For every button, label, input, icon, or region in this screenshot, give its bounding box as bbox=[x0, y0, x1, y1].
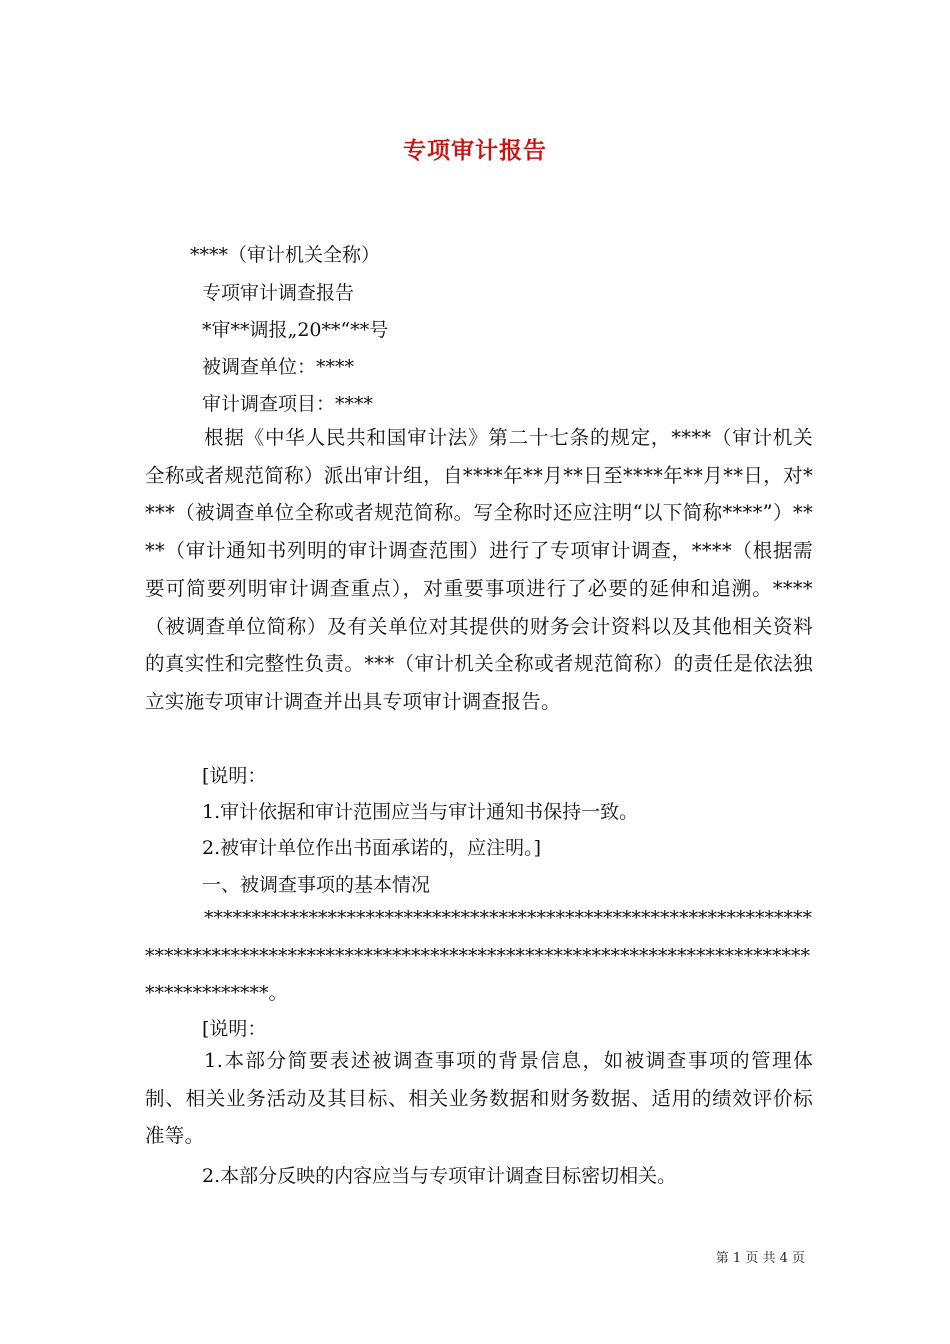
document-title: 专项审计报告 bbox=[403, 137, 547, 164]
report-type-line: 专项审计调查报告 bbox=[202, 282, 355, 304]
investigated-unit-line: 被调查单位：**** bbox=[202, 356, 355, 378]
note-2-item-1: 1.本部分简要表述被调查事项的背景信息，如被调查事项的管理体制、相关业务活动及其目标、相关业务数据和财务数据、适用的绩效评价标准等。 bbox=[145, 1049, 813, 1148]
report-number-line: *审**调报„20**“**号 bbox=[202, 319, 389, 341]
audit-project-line: 审计调查项目：**** bbox=[202, 393, 374, 415]
note-1-heading: [说明： bbox=[202, 765, 267, 787]
section-1-body: ***************************************************************************************************************************************************。 bbox=[145, 907, 812, 1005]
section-1-heading: 一、被调查事项的基本情况 bbox=[202, 874, 431, 896]
note-1-item-1: 1.审计依据和审计范围应当与审计通知书保持一致。 bbox=[202, 801, 639, 823]
audit-authority-line: ****（审计机关全称） bbox=[190, 244, 381, 266]
note-1-item-2: 2.被审计单位作出书面承诺的，应注明。] bbox=[202, 837, 542, 859]
note-2-item-2: 2.本部分反映的内容应当与专项审计调查目标密切相关。 bbox=[202, 1165, 677, 1187]
intro-paragraph: 根据《中华人民共和国审计法》第二十七条的规定，****（审计机关全称或者规范简称）派出审计组，自****年**月**日至****年**月**日，对****（被调查单位全称或者规范简称。写全称时还应注明“以下简称****”）****（审计通知书列明的审计调查范围）进行了专项审计调查，****（根据需要可简要列明审计调查重点），对重要事项进行了必要的延伸和追溯。****（被调查单位简称）及有关单位对其提供的财务会计资料以及其他相关资料的真实性和完整性负责。***（审计机关全称或者规范简称）的责任是依法独立实施专项审计调查并出具专项审计调查报告。 bbox=[145, 426, 813, 713]
note-2-heading: [说明： bbox=[202, 1018, 267, 1040]
page-number-footer: 第 1 页 共 4 页 bbox=[715, 1251, 805, 1266]
